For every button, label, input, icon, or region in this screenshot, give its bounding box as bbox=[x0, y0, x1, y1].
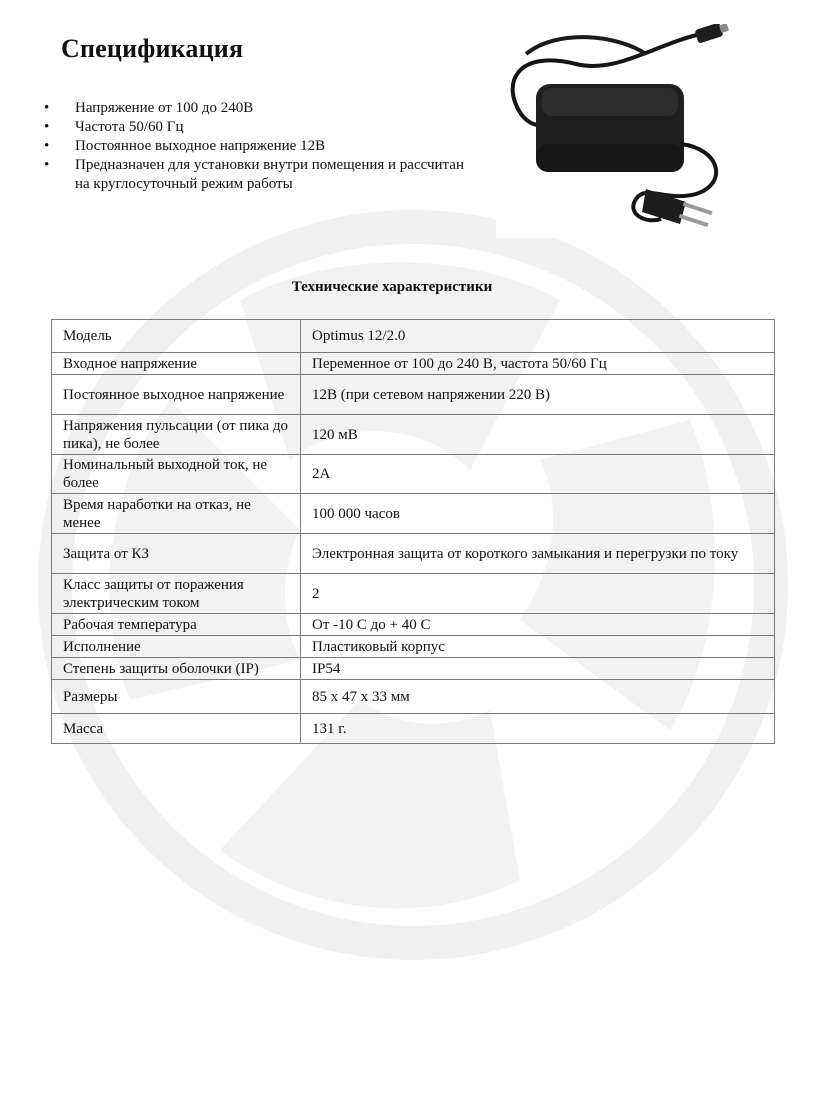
spec-value: 2А bbox=[301, 455, 775, 494]
table-row bbox=[52, 320, 775, 353]
feature-item: • Предназначен для установки внутри помещения и рассчитан на круглосуточный режим работы bbox=[44, 156, 464, 194]
spec-value: Optimus 12/2.0 bbox=[301, 320, 775, 353]
table-row bbox=[52, 714, 775, 744]
spec-value: Пластиковый корпус bbox=[301, 636, 775, 658]
spec-value: 85 х 47 х 33 мм bbox=[301, 680, 775, 714]
table-row bbox=[52, 680, 775, 714]
spec-key: Размеры bbox=[52, 680, 301, 714]
spec-value: 2 bbox=[301, 574, 775, 614]
spec-value: 100 000 часов bbox=[301, 494, 775, 534]
spec-value: 120 мВ bbox=[301, 415, 775, 455]
spec-key: Масса bbox=[52, 714, 301, 744]
spec-key: Входное напряжение bbox=[52, 353, 301, 375]
spec-key: Защита от КЗ bbox=[52, 534, 301, 574]
table-row bbox=[52, 574, 775, 614]
feature-item: • Постоянное выходное напряжение 12В bbox=[44, 137, 464, 156]
spec-value: 131 г. bbox=[301, 714, 775, 744]
feature-item: • Частота 50/60 Гц bbox=[44, 118, 464, 137]
spec-value: Электронная защита от короткого замыкания и перегрузки по току bbox=[301, 534, 775, 574]
spec-key: Класс защиты от поражения электрическим током bbox=[52, 574, 301, 614]
feature-item: • Напряжение от 100 до 240В bbox=[44, 99, 464, 118]
table-row bbox=[52, 636, 775, 658]
spec-key: Постоянное выходное напряжение bbox=[52, 375, 301, 415]
table-row bbox=[52, 375, 775, 415]
spec-key: Напряжения пульсации (от пика до пика), не более bbox=[52, 415, 301, 455]
spec-key: Исполнение bbox=[52, 636, 301, 658]
spec-key: Степень защиты оболочки (IP) bbox=[52, 658, 301, 680]
spec-value: Переменное от 100 до 240 В, частота 50/60 Гц bbox=[301, 353, 775, 375]
table-row bbox=[52, 415, 775, 455]
table-row bbox=[52, 494, 775, 534]
table-row bbox=[52, 658, 775, 680]
spec-value: 12В (при сетевом напряжении 220 В) bbox=[301, 375, 775, 415]
spec-key: Время наработки на отказ, не менее bbox=[52, 494, 301, 534]
power-adapter-photo bbox=[496, 24, 732, 238]
table-caption: Технические характеристики bbox=[291, 279, 493, 295]
table-row bbox=[52, 534, 775, 574]
table-row bbox=[52, 614, 775, 636]
spec-key: Модель bbox=[52, 320, 301, 353]
page-title: Спецификация bbox=[61, 34, 244, 63]
table-row bbox=[52, 353, 775, 375]
table-row bbox=[52, 455, 775, 494]
specifications-table bbox=[51, 319, 775, 744]
spec-value: От -10 С до + 40 С bbox=[301, 614, 775, 636]
spec-value: IP54 bbox=[301, 658, 775, 680]
spec-key: Рабочая температура bbox=[52, 614, 301, 636]
feature-list bbox=[44, 99, 464, 194]
spec-key: Номинальный выходной ток, не более bbox=[52, 455, 301, 494]
